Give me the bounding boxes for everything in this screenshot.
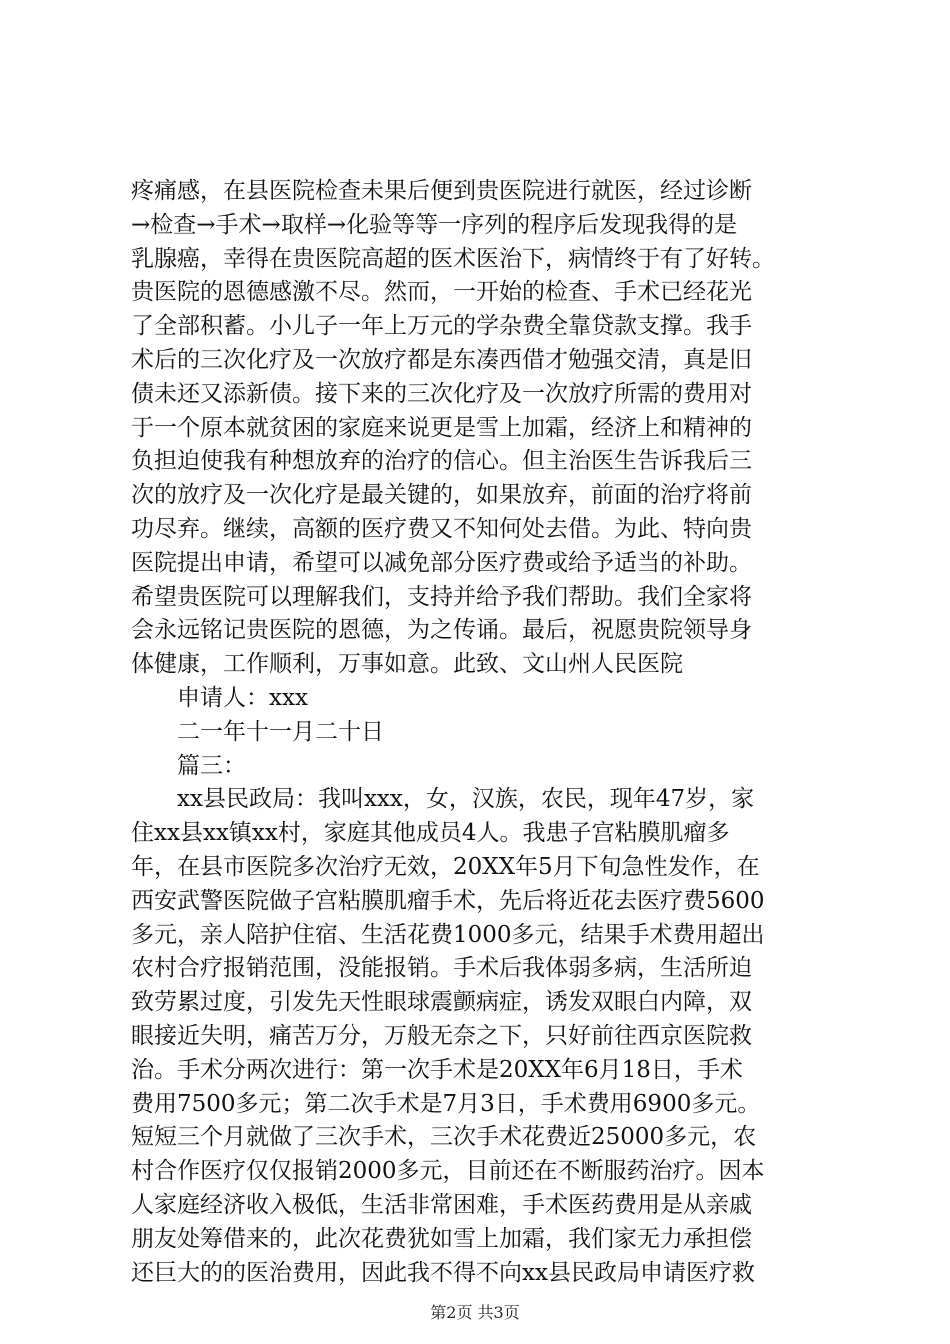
text-line: 术后的三次化疗及一次放疗都是东凑西借才勉强交清，真是旧	[131, 346, 752, 373]
text-line: 村合作医疗仅仅报销2000多元，目前还在不断服药治疗。因本	[131, 1158, 765, 1185]
text-line: 朋友处筹借来的，此次花费犹如雪上加霜，我们家无力承担偿	[131, 1225, 752, 1252]
applicant-line: 申请人：xxx	[177, 684, 308, 711]
text-line: 贵医院的恩德感激不尽。然而，一开始的检查、手术已经花光	[131, 279, 752, 306]
text-line: 希望贵医院可以理解我们，支持并给予我们帮助。我们全家将	[131, 583, 752, 610]
text-line: 医院提出申请，希望可以减免部分医疗费或给予适当的补助。	[131, 549, 752, 576]
text-line: 体健康，工作顺利，万事如意。此致、文山州人民医院	[131, 651, 683, 678]
text-line: 还巨大的的医治费用，因此我不得不向xx县民政局申请医疗救	[131, 1259, 755, 1286]
section-two-paragraph	[131, 175, 831, 682]
text-line: 短短三个月就做了三次手术，三次手术花费近25000多元，农	[131, 1124, 757, 1151]
date-line: 二一年十一月二十日	[177, 718, 384, 745]
text-line: 治。手术分两次进行：第一次手术是20XX年6月18日，手术	[131, 1056, 743, 1083]
text-line: 乳腺癌，幸得在贵医院高超的医术医治下，病情终于有了好转。	[131, 245, 775, 272]
text-line: 眼接近失明，痛苦万分，万般无奈之下，只好前往西京医院救	[131, 1022, 752, 1049]
text-line: 人家庭经济收入极低，生活非常困难，手术医药费用是从亲戚	[131, 1191, 752, 1218]
page-footer: 第2页 共3页	[430, 1303, 520, 1322]
section-three-heading: 篇三：	[177, 752, 246, 779]
text-line: 了全部积蓄。小儿子一年上万元的学杂费全靠贷款支撑。我手	[131, 313, 752, 340]
text-line: 负担迫使我有种想放弃的治疗的信心。但主治医生告诉我后三	[131, 448, 752, 475]
text-line: →检查→手术→取样→化验等等一序列的程序后发现我得的是	[131, 211, 738, 238]
text-line: 于一个原本就贫困的家庭来说更是雪上加霜，经济上和精神的	[131, 414, 752, 441]
text-line: 债未还又添新债。接下来的三次化疗及一次放疗所需的费用对	[131, 380, 752, 407]
text-line: 年，在县市医院多次治疗无效，20XX年5月下旬急性发作，在	[131, 853, 760, 880]
text-line: 西安武警医院做子宫粘膜肌瘤手术，先后将近花去医疗费5600	[131, 887, 765, 914]
text-line: 多元，亲人陪护住宿、生活花费1000多元，结果手术费用超出	[131, 921, 765, 948]
text-line: 会永远铭记贵医院的恩德，为之传诵。最后，祝愿贵院领导身	[131, 617, 752, 644]
text-line: 住xx县xx镇xx村，家庭其他成员4人。我患子宫粘膜肌瘤多	[131, 820, 730, 847]
text-line: 疼痛感，在县医院检查未果后便到贵医院进行就医，经过诊断	[131, 178, 752, 204]
text-line: 功尽弃。继续，高额的医疗费又不知何处去借。为此、特向贵	[131, 515, 752, 542]
text-line: 致劳累过度，引发先天性眼球震颤病症，诱发双眼白内障，双	[131, 989, 752, 1016]
document-body	[131, 175, 831, 1290]
text-line: 次的放疗及一次化疗是最关键的，如果放弃，前面的治疗将前	[131, 482, 752, 509]
text-line: 费用7500多元；第二次手术是7月3日，手术费用6900多元。	[131, 1090, 761, 1117]
section-three-first-line: xx县民政局：我叫xxx，女，汉族，农民，现年47岁，家	[177, 786, 755, 813]
section-three-paragraph	[131, 817, 831, 1290]
text-line: 农村合疗报销范围，没能报销。手术后我体弱多病，生活所迫	[131, 955, 752, 982]
